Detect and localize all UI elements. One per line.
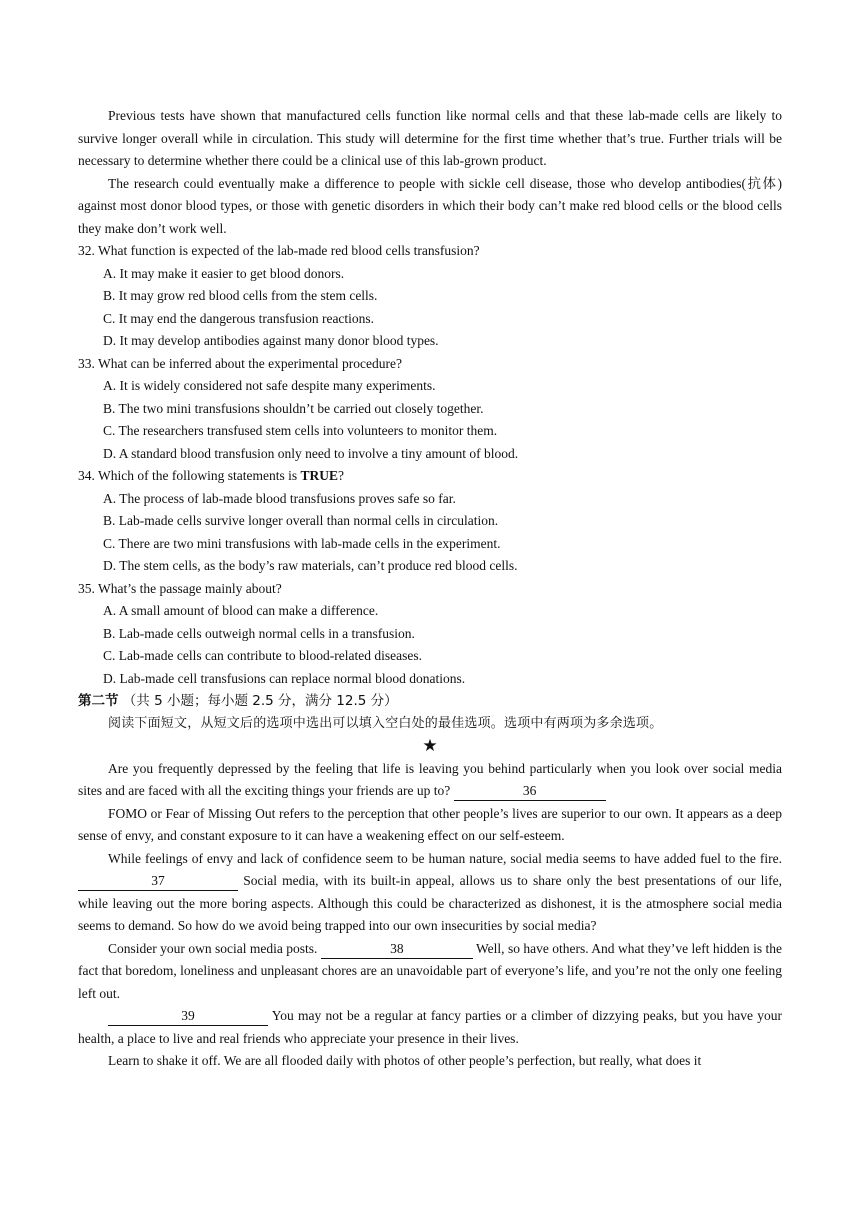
passage-paragraph: FOMO or Fear of Missing Out refers to the perception that other people’s lives are superior to our own. It appears as a deep sense of envy, and constant exposure to it can have a weakening effect on our self-esteem. [78,805,782,843]
passage-text: You may not be a regular at fancy parties or a climber of dizzying peaks, but you have your health, a place to live and real friends who appreciate your presence in their lives. [78,1008,783,1046]
section-heading [78,690,782,713]
answer-blank-39: 39 [108,1007,268,1026]
passage-text: Consider your own social media posts. [108,940,318,956]
option-b: B. It may grow red blood cells from the stem cells. [103,288,378,303]
option-a: A. It may make it easier to get blood donors. [103,265,345,281]
option-d: D. Lab-made cell transfusions can replace normal blood donations. [103,670,466,686]
option-b: B. The two mini transfusions shouldn’t be carried out closely together. [103,400,484,416]
passage-c-paragraph: The research could eventually make a difference to people with sickle cell disease, those who develop antibodies(抗体) against most donor blood types, or those with genetic disorders in which their body can’t make red blood cells or the blood cells they make don’t work well. [78,175,782,236]
answer-blank-38: 38 [321,940,473,959]
question-35 [78,578,782,691]
option-d: D. It may develop antibodies against many donor blood types. [103,333,439,348]
option-a: A. It is widely considered not safe despite many experiments. [103,378,436,393]
option-c: C. There are two mini transfusions with lab-made cells in the experiment. [103,535,501,551]
option-b: B. Lab-made cells survive longer overall than normal cells in circulation. [103,513,499,528]
question-34 [78,465,782,578]
option-d: D. A standard blood transfusion only need to involve a tiny amount of blood. [103,445,519,461]
question-stem-end: ? [337,468,344,483]
passage-paragraph [78,758,782,803]
option-c: C. Lab-made cells can contribute to blood-related diseases. [103,648,423,663]
question-33 [78,353,782,466]
option-d: D. The stem cells, as the body’s raw materials, can’t produce red blood cells. [103,558,518,573]
passage-text: Well, so have others. And what they’ve left hidden is the fact that boredom, loneliness and unpleasant chores are an unavoidable part of everyone’s life, and you’re not the only one feeling left out. [78,940,782,1001]
question-stem: 32. What function is expected of the lab-made red blood cells transfusion? [78,243,480,258]
option-b: B. Lab-made cells outweigh normal cells in a transfusion. [103,625,415,641]
passage-paragraph [78,848,782,938]
option-a: A. A small amount of blood can make a difference. [103,603,379,618]
option-a: A. The process of lab-made blood transfusions proves safe so far. [103,490,456,506]
passage-text: While feelings of envy and lack of confidence seem to be human nature, social media seems to have added fuel to the fire. [108,850,782,866]
passage-c-paragraph: Previous tests have shown that manufactured cells function like normal cells and that these lab-made cells are likely to survive longer overall while in circulation. This study will determine for the first time whether that’s true. Further trials will be necessary to determine whether there could be a clinical use of this lab-grown product. [78,108,782,168]
question-stem: 35. What’s the passage mainly about? [78,580,282,596]
question-stem-text: 34. Which of the following statements is [78,468,301,483]
passage-paragraph [78,1005,782,1050]
question-stem: 33. What can be inferred about the experimental procedure? [78,355,402,371]
answer-blank-36: 36 [454,782,606,801]
section-title: 第二节 [78,693,119,709]
passage-paragraph: Learn to shake it off. We are all flooded daily with photos of other people’s perfection, but really, what does it [108,1053,702,1068]
passage-text: Social media, with its built-in appeal, allows us to share only the best presentations of our life, while leaving out the more boring aspects. Although this could be characterized as dishonest, it is the atmosphere social media seems to demand. So how do we avoid being trapped into our own insecurities by social media? [78,873,783,933]
question-stem-emphasis: TRUE [300,468,338,483]
question-32 [78,240,782,353]
passage-paragraph [78,938,782,1006]
section-scoring: （共 5 小题；每小题 2.5 分，满分 12.5 分） [122,693,398,709]
option-c: C. It may end the dangerous transfusion reactions. [103,310,375,326]
star-icon: ★ [422,736,438,756]
exam-page [78,105,782,1073]
section-instructions: 阅读下面短文，从短文后的选项中选出可以填入空白处的最佳选项。选项中有两项为多余选项。 [108,715,663,731]
answer-blank-37: 37 [78,872,238,891]
option-c: C. The researchers transfused stem cells into volunteers to monitor them. [103,423,498,438]
question-stem [78,465,782,488]
passage-text: Are you frequently depressed by the feeling that life is leaving you behind particularly when you look over social media sites and are faced with all the exciting things your friends are up to? [78,760,782,798]
